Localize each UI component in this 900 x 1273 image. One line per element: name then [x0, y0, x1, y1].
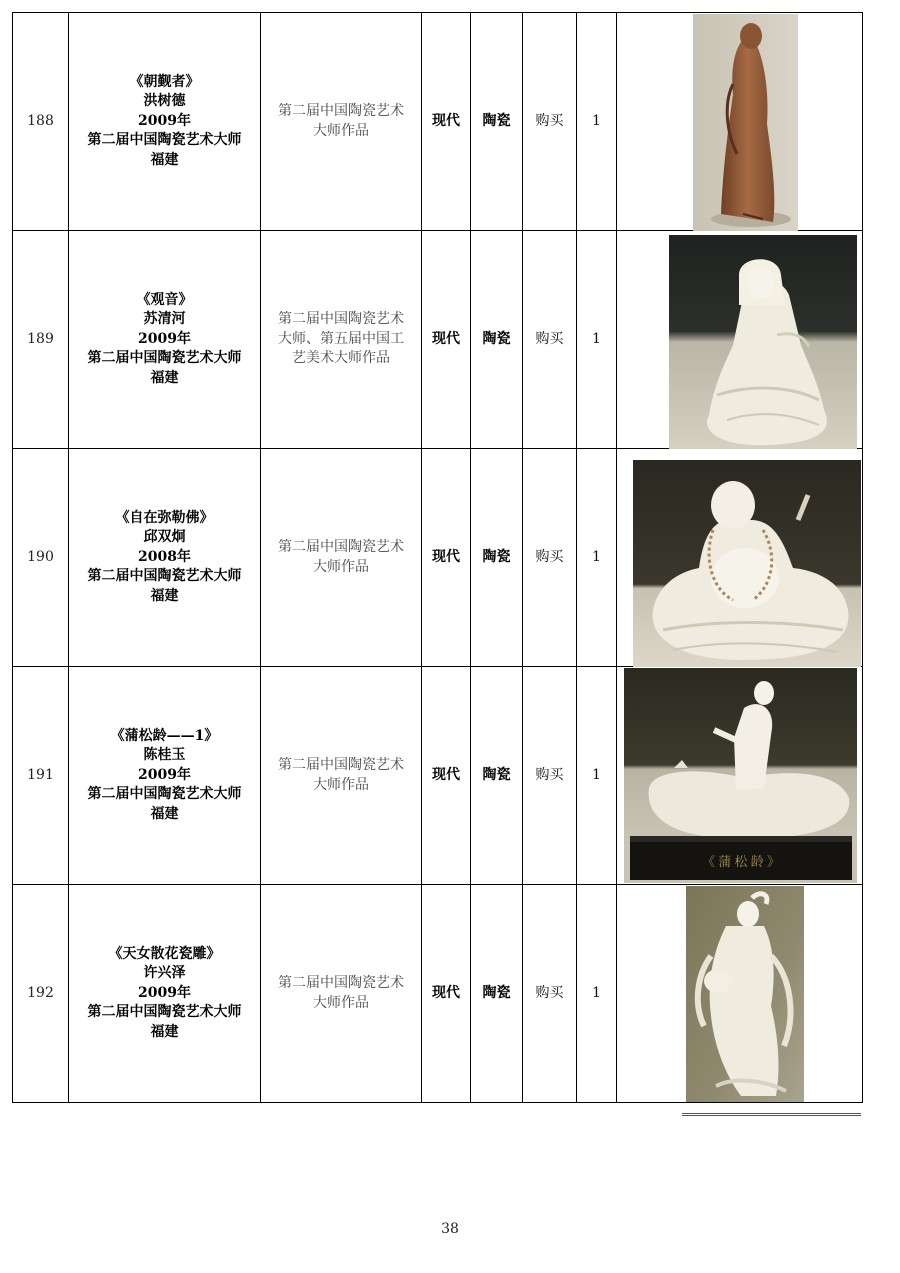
celestial-maiden-porcelain-photo [686, 886, 804, 1102]
acquisition-cell: 购买 [523, 449, 577, 667]
artist-name: 洪树德 [143, 93, 186, 110]
note-line: 大师作品 [313, 558, 369, 575]
artist-name: 陈桂玉 [143, 747, 186, 764]
page-divider [682, 1113, 861, 1116]
artist-name: 许兴泽 [143, 965, 186, 982]
photo-cell [617, 231, 863, 449]
plaque-text: 《 蒲 松 龄 》 [701, 854, 781, 869]
work-title: 《蒲松龄——1》 [110, 727, 219, 744]
quantity-cell: 1 [577, 885, 617, 1103]
acquisition-cell: 购买 [523, 231, 577, 449]
artist-name: 苏清河 [143, 311, 186, 328]
table-row [13, 885, 863, 1103]
region: 福建 [150, 151, 179, 168]
item-number: 191 [13, 667, 69, 885]
artist-honor: 第二届中国陶瓷艺术大师 [87, 786, 242, 803]
year: 2009年 [138, 766, 191, 783]
artist-honor: 第二届中国陶瓷艺术大师 [87, 350, 242, 367]
artist-honor: 第二届中国陶瓷艺术大师 [87, 1004, 242, 1021]
era-cell: 现代 [422, 449, 471, 667]
region: 福建 [150, 805, 179, 822]
item-note-cell [261, 885, 422, 1103]
table-row [13, 231, 863, 449]
item-number: 190 [13, 449, 69, 667]
material-cell: 陶瓷 [471, 667, 523, 885]
material-cell: 陶瓷 [471, 449, 523, 667]
note-line: 第二届中国陶瓷艺术 [278, 311, 404, 328]
acquisition-cell: 购买 [523, 667, 577, 885]
artist-honor: 第二届中国陶瓷艺术大师 [87, 132, 242, 149]
table-row [13, 13, 863, 231]
photo-cell [617, 885, 863, 1103]
note-line: 大师作品 [313, 122, 369, 139]
note-line: 大师作品 [313, 994, 369, 1011]
quantity-cell: 1 [577, 231, 617, 449]
item-number: 192 [13, 885, 69, 1103]
guanyin-porcelain-photo [669, 235, 857, 449]
note-line: 第二届中国陶瓷艺术 [278, 539, 404, 555]
item-note-cell [261, 231, 422, 449]
era-cell: 现代 [422, 667, 471, 885]
year: 2008年 [138, 548, 191, 565]
era-cell: 现代 [422, 885, 471, 1103]
photo-cell [617, 667, 863, 885]
item-note-cell [261, 13, 422, 231]
acquisition-cell: 购买 [523, 885, 577, 1103]
artist-name: 邱双炯 [143, 529, 186, 546]
acquisition-cell: 购买 [523, 13, 577, 231]
note-line: 大师、第五届中国工 [278, 330, 404, 347]
item-title-cell [69, 667, 261, 885]
material-cell: 陶瓷 [471, 885, 523, 1103]
year: 2009年 [138, 330, 191, 347]
material-cell: 陶瓷 [471, 231, 523, 449]
artist-honor: 第二届中国陶瓷艺术大师 [87, 568, 242, 585]
region: 福建 [150, 369, 179, 386]
catalog-body [13, 13, 863, 1103]
region: 福建 [150, 587, 179, 604]
maitreya-porcelain-photo [633, 460, 861, 667]
table-row [13, 449, 863, 667]
terracotta-figure-photo [693, 14, 798, 231]
item-title-cell [69, 449, 261, 667]
year: 2009年 [138, 112, 191, 129]
item-title-cell [69, 231, 261, 449]
item-note-cell [261, 449, 422, 667]
page-number: 38 [441, 1221, 459, 1237]
work-title: 《朝觐者》 [129, 73, 200, 90]
quantity-cell: 1 [577, 667, 617, 885]
item-title-cell [69, 13, 261, 231]
note-line: 大师作品 [313, 776, 369, 793]
note-line: 艺美术大师作品 [292, 350, 390, 367]
note-line: 第二届中国陶瓷艺术 [278, 757, 404, 773]
quantity-cell: 1 [577, 449, 617, 667]
photo-cell [617, 13, 863, 231]
note-line: 第二届中国陶瓷艺术 [278, 975, 404, 991]
work-title: 《天女散花瓷雕》 [108, 945, 221, 962]
item-number: 189 [13, 231, 69, 449]
era-cell: 现代 [422, 13, 471, 231]
pu-songling-porcelain-photo [624, 668, 857, 883]
material-cell: 陶瓷 [471, 13, 523, 231]
item-note-cell [261, 667, 422, 885]
item-title-cell [69, 885, 261, 1103]
table-row [13, 667, 863, 885]
work-title: 《观音》 [136, 291, 193, 308]
quantity-cell: 1 [577, 13, 617, 231]
work-title: 《自在弥勒佛》 [115, 509, 214, 526]
year: 2009年 [138, 984, 191, 1001]
catalog-table [12, 12, 863, 1103]
note-line: 第二届中国陶瓷艺术 [278, 103, 404, 119]
region: 福建 [150, 1023, 179, 1040]
item-number: 188 [13, 13, 69, 231]
era-cell: 现代 [422, 231, 471, 449]
photo-cell [617, 449, 863, 667]
